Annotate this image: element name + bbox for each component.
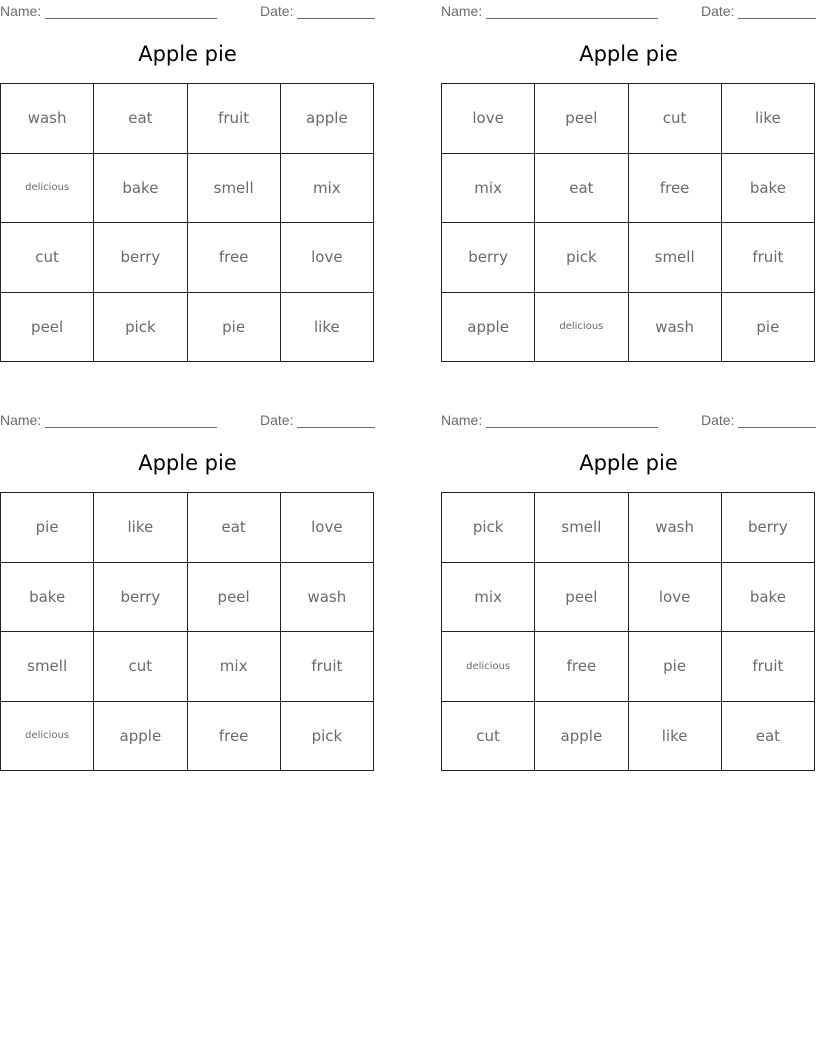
bingo-cell: peel — [535, 563, 628, 633]
bingo-cell: like — [629, 702, 722, 772]
bingo-cell: like — [722, 84, 815, 154]
name-date-header — [441, 412, 816, 428]
bingo-cell: like — [94, 493, 187, 563]
bingo-cell: bake — [722, 154, 815, 224]
bingo-cell: delicious — [1, 702, 94, 772]
bingo-cell: pie — [1, 493, 94, 563]
bingo-cell: eat — [535, 154, 628, 224]
date-label: Date: — [701, 3, 735, 19]
bingo-cell: wash — [629, 293, 722, 363]
name-date-header — [0, 412, 375, 428]
name-blank-line — [45, 427, 217, 428]
bingo-cell: pick — [94, 293, 187, 363]
name-label: Name: — [0, 3, 42, 19]
name-label: Name: — [441, 412, 483, 428]
bingo-cell: bake — [1, 563, 94, 633]
bingo-cell: berry — [94, 563, 187, 633]
name-label: Name: — [441, 3, 483, 19]
bingo-cell: peel — [535, 84, 628, 154]
bingo-card — [441, 0, 816, 365]
bingo-cell: mix — [442, 154, 535, 224]
bingo-cell: free — [188, 223, 281, 293]
bingo-cell: peel — [1, 293, 94, 363]
bingo-cell: free — [629, 154, 722, 224]
bingo-cell: fruit — [281, 632, 374, 702]
name-blank-line — [486, 18, 658, 19]
date-blank-line — [738, 427, 816, 428]
name-date-header — [441, 3, 816, 19]
name-date-header — [0, 3, 375, 19]
bingo-cell: pie — [188, 293, 281, 363]
bingo-cell: pick — [442, 493, 535, 563]
bingo-cell: love — [442, 84, 535, 154]
bingo-cell: pie — [722, 293, 815, 363]
bingo-cell: love — [281, 493, 374, 563]
bingo-cell: berry — [94, 223, 187, 293]
date-label: Date: — [701, 412, 735, 428]
bingo-cell: peel — [188, 563, 281, 633]
bingo-cell: cut — [1, 223, 94, 293]
bingo-cell: delicious — [1, 154, 94, 224]
bingo-cell: mix — [442, 563, 535, 633]
bingo-cell: mix — [281, 154, 374, 224]
bingo-cell: fruit — [188, 84, 281, 154]
bingo-cell: cut — [94, 632, 187, 702]
bingo-cell: like — [281, 293, 374, 363]
bingo-cell: berry — [722, 493, 815, 563]
bingo-cell: wash — [281, 563, 374, 633]
bingo-cell: berry — [442, 223, 535, 293]
bingo-cell: love — [629, 563, 722, 633]
card-title: Apple pie — [138, 42, 237, 66]
bingo-cell: delicious — [535, 293, 628, 363]
bingo-cell: free — [188, 702, 281, 772]
bingo-grid — [441, 83, 815, 362]
name-blank-line — [486, 427, 658, 428]
bingo-cell: love — [281, 223, 374, 293]
bingo-card — [441, 409, 816, 774]
bingo-cell: eat — [94, 84, 187, 154]
bingo-cell: cut — [442, 702, 535, 772]
bingo-cell: mix — [188, 632, 281, 702]
bingo-card — [0, 409, 375, 774]
bingo-cell: fruit — [722, 632, 815, 702]
bingo-cell: apple — [535, 702, 628, 772]
bingo-cell: apple — [281, 84, 374, 154]
bingo-grid — [0, 492, 374, 771]
bingo-grid — [0, 83, 374, 362]
bingo-cell: eat — [722, 702, 815, 772]
bingo-cell: apple — [94, 702, 187, 772]
bingo-cell: smell — [629, 223, 722, 293]
bingo-cell: wash — [629, 493, 722, 563]
bingo-card — [0, 0, 375, 365]
bingo-cell: delicious — [442, 632, 535, 702]
bingo-cell: pick — [281, 702, 374, 772]
bingo-cell: fruit — [722, 223, 815, 293]
bingo-cell: wash — [1, 84, 94, 154]
date-blank-line — [738, 18, 816, 19]
bingo-cell: free — [535, 632, 628, 702]
bingo-grid — [441, 492, 815, 771]
bingo-cell: smell — [535, 493, 628, 563]
date-label: Date: — [260, 3, 294, 19]
bingo-cell: apple — [442, 293, 535, 363]
bingo-cell: smell — [1, 632, 94, 702]
card-title: Apple pie — [579, 42, 678, 66]
bingo-cell: pick — [535, 223, 628, 293]
bingo-cell: bake — [722, 563, 815, 633]
name-label: Name: — [0, 412, 42, 428]
card-title: Apple pie — [138, 451, 237, 475]
date-blank-line — [297, 427, 375, 428]
card-title: Apple pie — [579, 451, 678, 475]
bingo-cell: smell — [188, 154, 281, 224]
date-label: Date: — [260, 412, 294, 428]
bingo-cell: pie — [629, 632, 722, 702]
bingo-cell: eat — [188, 493, 281, 563]
name-blank-line — [45, 18, 217, 19]
date-blank-line — [297, 18, 375, 19]
bingo-cell: bake — [94, 154, 187, 224]
bingo-cell: cut — [629, 84, 722, 154]
